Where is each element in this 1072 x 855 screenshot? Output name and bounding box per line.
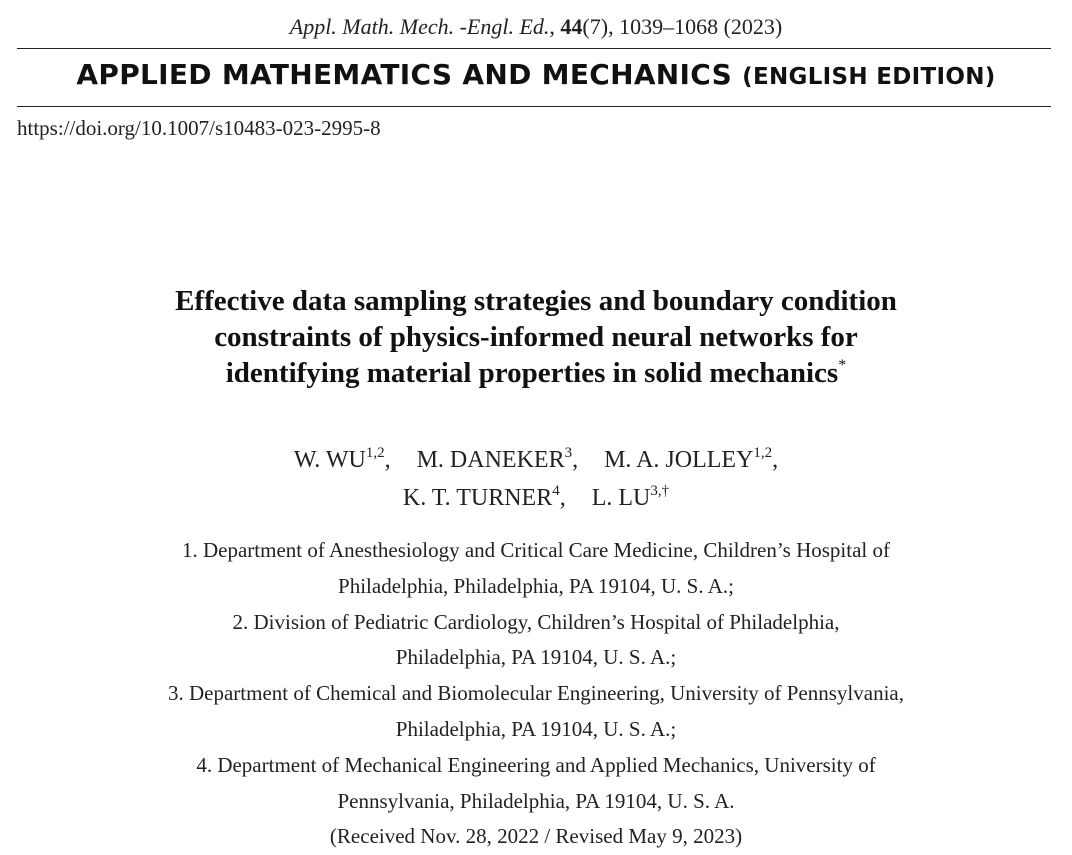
author-affiliation: 1,2: [753, 445, 773, 461]
author-name: K. T. TURNER: [402, 485, 553, 511]
author-name: L. LU: [591, 485, 651, 511]
journal-name: [0, 58, 1072, 91]
paper-title: [0, 283, 1072, 391]
author-name: M. DANEKER: [416, 447, 565, 473]
author-affiliation: 3: [564, 445, 573, 461]
citation-comma: ,: [549, 14, 561, 39]
affiliation-line: 1. Department of Anesthesiology and Critical Care Medicine, Children’s Hospital of: [181, 538, 890, 562]
author-3: [604, 441, 778, 479]
doi-link[interactable]: https://doi.org/10.1007/s10483-023-2995-8: [17, 116, 381, 140]
author-4: [403, 479, 566, 517]
affiliation-line: 3. Department of Chemical and Biomolecular Engineering, University of Pennsylvania,: [168, 681, 904, 706]
citation-line: [0, 14, 1072, 40]
author-1: [294, 441, 391, 479]
affiliation-line: Philadelphia, PA 19104, U. S. A.;: [395, 645, 677, 670]
author-row-2: [0, 479, 1072, 517]
received-dates: (Received Nov. 28, 2022 / Revised May 9, 2023): [329, 824, 743, 849]
title-line-3: [0, 355, 1072, 391]
author-name: W. WU: [293, 447, 366, 473]
author-separator: ,: [772, 447, 779, 473]
author-separator: ,: [572, 447, 579, 473]
affiliation-line: Pennsylvania, Philadelphia, PA 19104, U. S. A.: [337, 788, 735, 813]
title-line-3-text: identifying material properties in solid mechanics: [225, 357, 839, 389]
author-2: [417, 441, 579, 479]
affiliation-line: 4. Department of Mechanical Engineering and Applied Mechanics, University of: [196, 752, 876, 777]
affiliation-list: [0, 533, 1072, 855]
title-footnote-marker: *: [838, 357, 847, 374]
author-affiliation: 4: [552, 483, 560, 499]
affiliation-line: Philadelphia, Philadelphia, PA 19104, U. S. A.;: [338, 573, 734, 598]
author-row-1: [0, 441, 1072, 479]
author-affiliation: 1,2: [365, 445, 385, 461]
author-list: [0, 441, 1072, 517]
author-5: [592, 479, 669, 517]
journal-title: APPLIED MATHEMATICS AND MECHANICS: [76, 58, 733, 91]
title-line-2: constraints of physics-informed neural networks for: [214, 321, 858, 353]
title-line-1: Effective data sampling strategies and boundary condition: [175, 285, 897, 317]
affiliation-line: Philadelphia, PA 19104, U. S. A.;: [395, 716, 677, 741]
journal-edition: (ENGLISH EDITION): [742, 64, 996, 90]
author-separator: ,: [559, 485, 566, 511]
author-separator: ,: [384, 447, 391, 473]
affiliation-line: 2. Division of Pediatric Cardiology, Children’s Hospital of Philadelphia,: [232, 609, 840, 634]
header-rule-bottom: [17, 106, 1051, 107]
volume-number: 44: [560, 14, 583, 39]
header-rule-top: [17, 48, 1051, 49]
author-affiliation: 3,†: [650, 483, 670, 499]
issue-pages-year: (7), 1039–1068 (2023): [582, 14, 783, 39]
author-name: M. A. JOLLEY: [604, 447, 754, 473]
journal-abbrev: Appl. Math. Mech. -Engl. Ed.: [289, 14, 550, 39]
